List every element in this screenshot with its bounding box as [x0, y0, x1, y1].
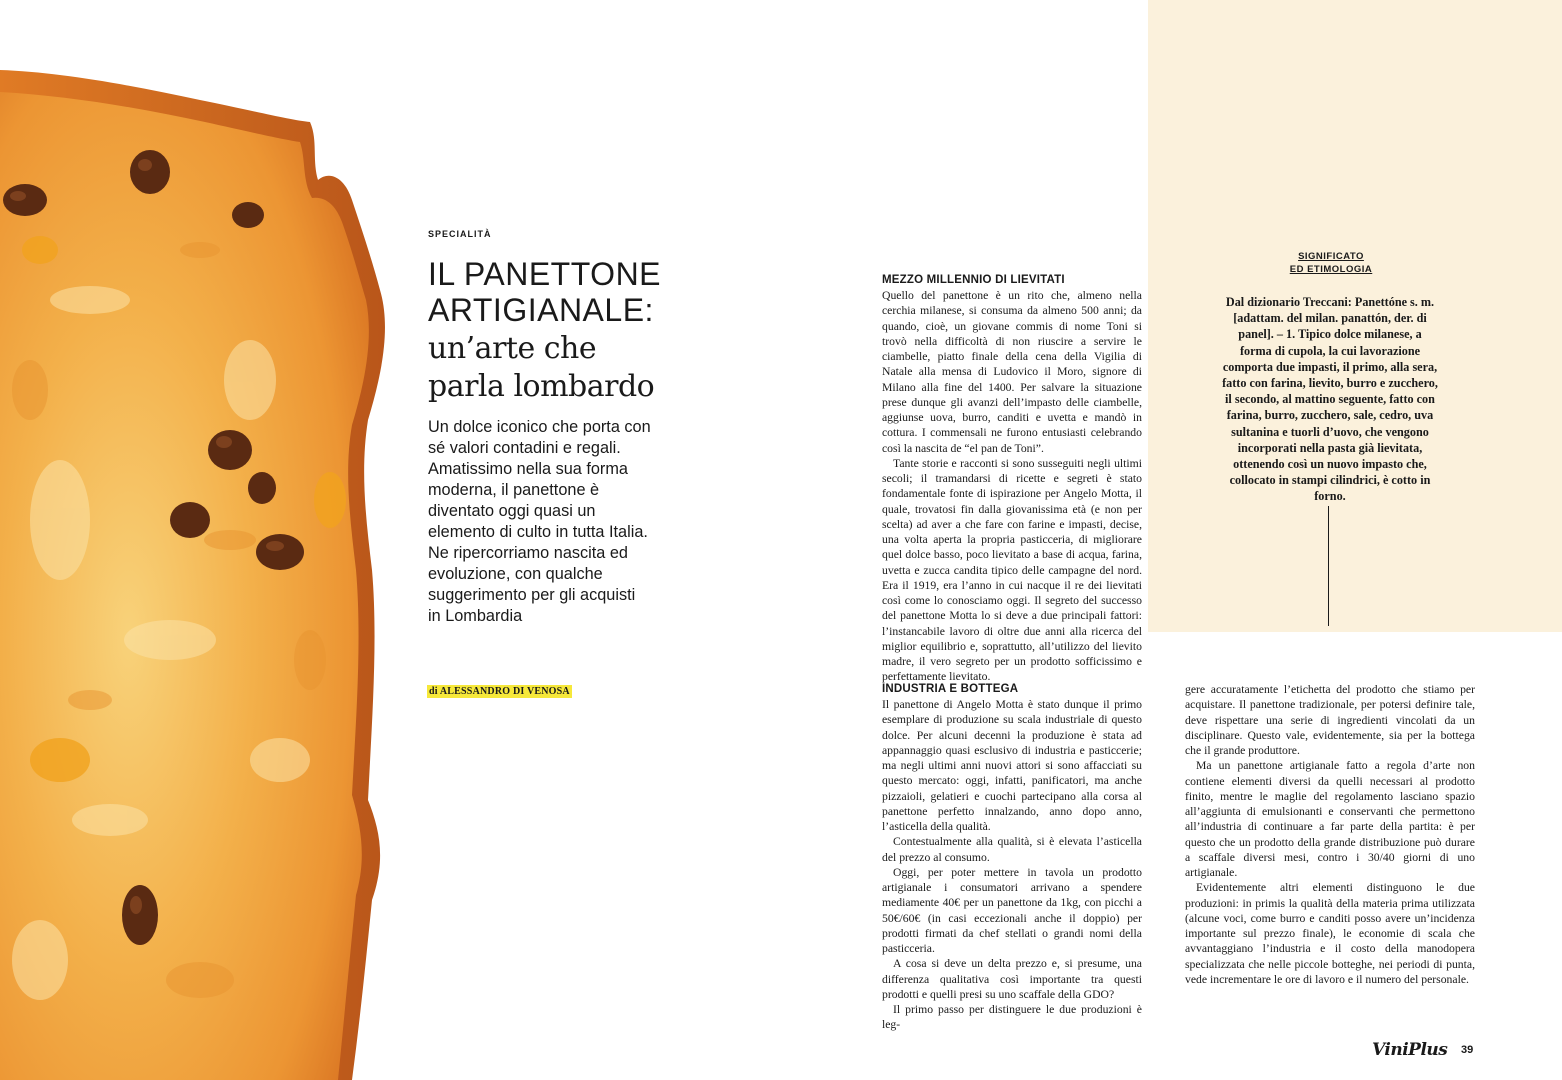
paragraph: Il primo passo per distinguere le due produzioni è leg-: [882, 1003, 1142, 1032]
column-section2: [882, 682, 1142, 1033]
column-section3: [1185, 682, 1475, 987]
paragraph: A cosa si deve un delta prezzo e, si presume, una differenza qualitativa così importante tra questi prodotti e quelli presi su uno scaffale della GDO?: [882, 957, 1142, 1001]
paragraph: Tante storie e racconti si sono susseguiti negli ultimi secoli; il tramandarsi di ricette e segreti è stato fondamentale fonte di ispirazione per Angelo Motta, il quale, trovatosi fin dalla giovanissima età (e non per scelta) ad aver a che fare con farine e impasti, decise, una volta aperta la propria pasticceria, di migliorare quel dolce basso, poco lievitato a base di acqua, farina, uvetta e zucca candita tipico delle campagne del nord. Era il 1919, era l’anno in cui nacque il re dei lievitati così come lo conosciamo oggi. Il segreto del successo del panettone Motta lo si deve a due principali fattori: l’instancabile lavoro di oltre due anni alla ricerca del miglior equilibrio e, soprattutto, all’utilizzo del lievito madre, il vero segreto per un prodotto sofficissimo e perfettamente lievitato.: [882, 456, 1142, 684]
panettone-photo: [0, 0, 420, 1080]
section-heading: INDUSTRIA E BOTTEGA: [882, 683, 1019, 695]
paragraph: gere accuratamente l’etichetta del prodotto che stiamo per acquistare. Il panettone tradizionale, per potersi definire tale, deve rispettare una serie di ingredienti vincolati da un disciplinare. Questo vale, evidentemente, sia per la bottega che il grande produttore.: [1185, 683, 1475, 757]
headline-part2: un’arte che parla lombardo: [428, 331, 655, 404]
column-section1: [882, 273, 1142, 685]
paragraph: Ma un panettone artigianale fatto a regola d’arte non contiene elementi diversi da quelli necessari al prodotto finito, mentre le maglie del regolamento lasciano spazio all’aggiunta di emulsionanti e conservanti che permettono all’industria di continuare a far parte della partita: è per questo che un prodotto della grande distribuzione può durare a scaffale diversi mesi, contro i 30/40 giorni di uno artigianale.: [1185, 759, 1475, 879]
page-number: 39: [1461, 1044, 1474, 1056]
section-heading: MEZZO MILLENNIO DI LIEVITATI: [882, 274, 1065, 286]
paragraph: Quello del panettone è un rito che, almeno nella cerchia milanese, si consuma da almeno 500 anni; da quando, cioè, un giovane commis di nome Toni si trovò nella difficoltà di non riuscire a servire le ciambelle, piatto finale della cena della Vigilia di Natale alla mensa di Ludovico il Moro, signore di Milano alla fine del 1400. Per salvare la situazione prese dunque gli avanzi dell’impasto delle ciambelle, aggiunse uova, burro, canditi e uvetta e mandò in cottura. I commensali ne furono entusiasti celebrando così la nascita de “el pan de Toni”.: [882, 289, 1142, 455]
sidebar-title: SIGNIFICATO ED ETIMOLOGIA: [1289, 251, 1373, 275]
sidebar-definition: Dal dizionario Treccani: Panettóne s. m. [adattam. del milan. panattón, der. di panel]. – 1. Tipico dolce milanese, a forma di cupola, la cui lavorazione comporta due impasti, il primo, alla sera, fatto con farina, lievito, burro e zucchero, il secondo, al mattino seguente, fatto con farina, burro, zucchero, sale, cedro, uva sultanina e tuorli d’uovo, che vengono incorporati nella pasta già lievitata, ottenendo così un nuovo impasto che, collocato in stampi cilindrici, è cotto in forno.: [1222, 295, 1438, 504]
headline-part1: IL PANETTONE ARTIGIANALE:: [428, 256, 662, 328]
paragraph: Contestualmente alla qualità, si è elevata l’asticella del prezzo al consumo.: [882, 835, 1142, 864]
paragraph: Evidentemente altri elementi distinguono le due produzioni: in primis la qualità della materia prima utilizzata (alcune voci, come burro e canditi posso avere un’incidenza importante sul prezzo finale), le economie di scala che avvantaggiano l’industria e il costo della manodopera specializzata che nelle piccole botteghe, nei periodi di punta, vede incrementare le ore di lavoro e il numero del personale.: [1185, 881, 1475, 986]
article-deck: Un dolce iconico che porta con sé valori contadini e regali. Amatissimo nella sua forma moderna, il panettone è diventato oggi quasi un elemento di culto in tutta Italia. Ne ripercorriamo nascita ed evoluzione, con qualche suggerimento per gli acquisti in Lombardia: [428, 418, 651, 625]
magazine-logo: ViniPlus: [1372, 1040, 1448, 1060]
sidebar-divider: [1328, 506, 1329, 626]
paragraph: Oggi, per poter mettere in tavola un prodotto artigianale i consumatori arrivano a spendere mediamente 40€ per un panettone da 1kg, con picchi a 50€/60€ (in casi eccezionali anche il doppio) per prodotti firmati da chef stellati o grandi nomi della pasticceria.: [882, 865, 1142, 955]
paragraph: Il panettone di Angelo Motta è stato dunque il primo esemplare di produzione su scala industriale di questo dolce. Per alcuni decenni la produzione è stata ad appannaggio quasi esclusivo di industria e pasticcerie; ma negli ultimi anni nuovi attori si sono affacciati su questo mercato: oggi, infatti, panificatori, ma anche pizzaioli, gelatieri e cuochi partecipano alla corsa al panettone perfetto innalzando, anno dopo anno, l’asticella della qualità.: [882, 698, 1142, 833]
byline: di ALESSANDRO DI VENOSA: [429, 686, 570, 697]
section-kicker: SPECIALITÀ: [428, 229, 492, 239]
